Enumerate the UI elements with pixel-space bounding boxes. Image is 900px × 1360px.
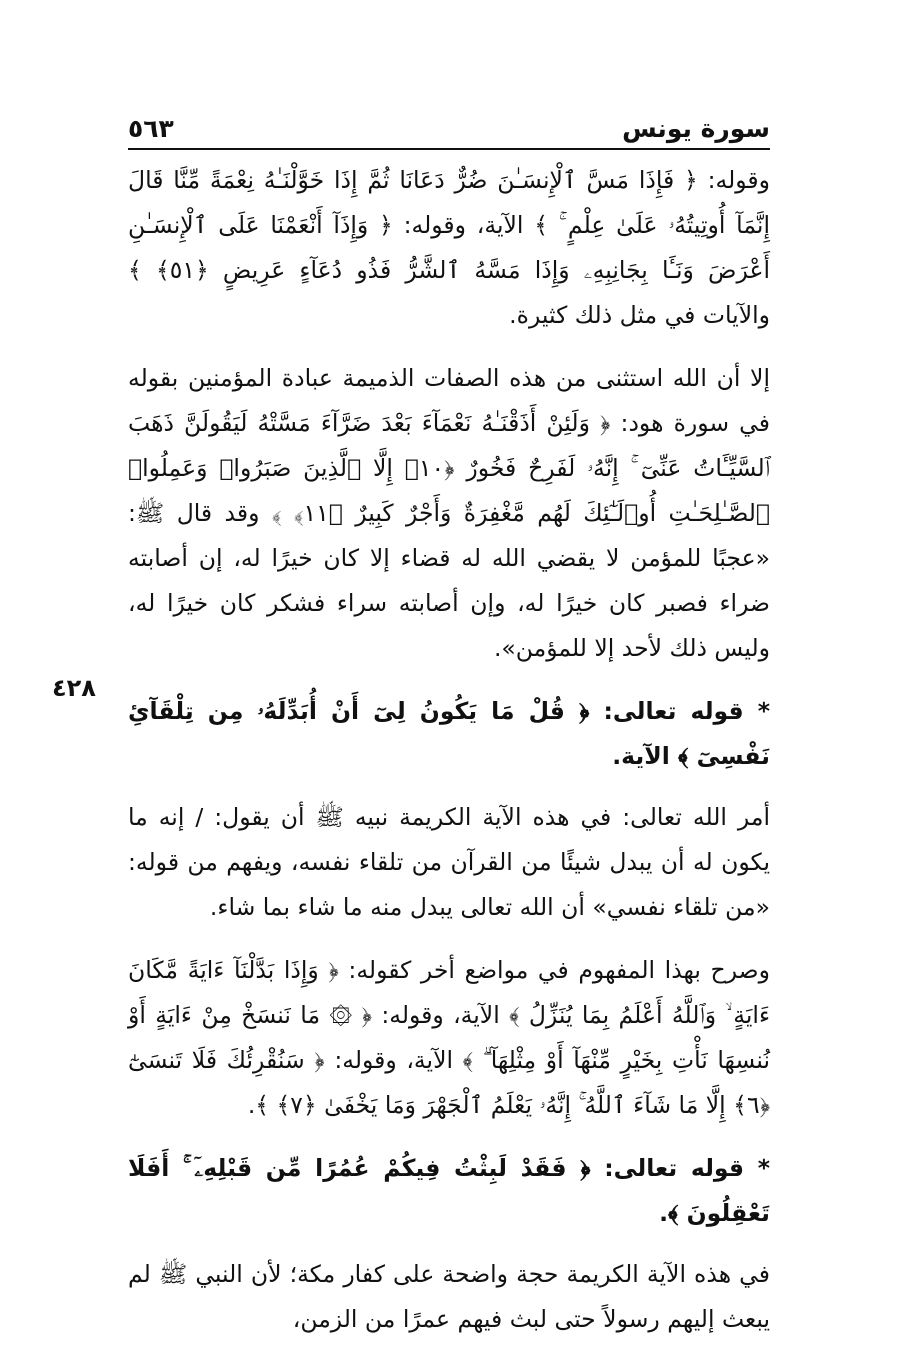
paragraph-5: في هذه الآية الكريمة حجة واضحة على كفار مكة؛ لأن النبي ﷺ لم يبعث إليهم رسولاً حتى لبث فيهم عمرًا من الزمن، [128, 1260, 770, 1333]
surah-title: سورة يونس [622, 114, 770, 143]
paragraph-4: وصرح بهذا المفهوم في مواضع أخر كقوله: ﴿ وَإِذَا بَدَّلْنَآ ءَايَةً مَّكَانَ ءَايَةٍ ۙ وَٱللَّهُ أَعْلَمُ بِمَا يُنَزِّلُ ﴾ الآية، وقوله: ﴿ ۞ مَا نَنسَخْ مِنْ ءَايَةٍ أَوْ نُنسِهَا نَأْتِ بِخَيْرٍ مِّنْهَآ أَوْ مِثْلِهَآ ۗ ﴾ الآية، وقوله: ﴿ سَنُقْرِئُكَ فَلَا تَنسَىٰٓ ﴿٦﴾ إِلَّا مَا شَآءَ ٱللَّهُ ۚ إِنَّهُۥ يَعْلَمُ ٱلْجَهْرَ وَمَا يَخْفَىٰ ﴿٧﴾ ﴾. [128, 956, 770, 1119]
paragraph-3: أمر الله تعالى: في هذه الآية الكريمة نبيه ﷺ أن يقول: / إنه ما يكون له أن يبدل شيئًا من القرآن من تلقاء نفسه، ويفهم من قوله: «من تلقاء نفسي» أن الله تعالى يبدل منه ما شاء بما شاء. [128, 803, 770, 921]
verse-heading-2: * قوله تعالى: ﴿ فَقَدْ لَبِثْتُ فِيكُمْ عُمُرًا مِّن قَبْلِهِۦٓ ۚ أَفَلَا تَعْقِلُونَ ﴾. [128, 1154, 770, 1227]
margin-page-note: ٤٢٨ [52, 674, 96, 702]
page-header [128, 112, 770, 150]
paragraph-1: وقوله: ﴿ فَإِذَا مَسَّ ٱلْإِنسَـٰنَ ضُرٌّ دَعَانَا ثُمَّ إِذَا خَوَّلْنَـٰهُ نِعْمَةً مِّنَّا قَالَ إِنَّمَآ أُوتِيتُهُۥ عَلَىٰ عِلْمٍ ۚ ﴾ الآية، وقوله: ﴿ وَإِذَآ أَنْعَمْنَا عَلَى ٱلْإِنسَـٰنِ أَعْرَضَ وَنَـَٔا بِجَانِبِهِۦ وَإِذَا مَسَّهُ ٱلشَّرُّ فَذُو دُعَآءٍ عَرِيضٍ ﴿٥١﴾ ﴾ والآيات في مثل ذلك كثيرة. [128, 166, 770, 329]
page-number: ٥٦٣ [128, 114, 174, 143]
body-text [128, 158, 770, 1360]
paragraph-2: إلا أن الله استثنى من هذه الصفات الذميمة عبادة المؤمنين بقوله في سورة هود: ﴿ وَلَئِنْ أَذَقْنَـٰهُ نَعْمَآءَ بَعْدَ ضَرَّآءَ مَسَّتْهُ لَيَقُولَنَّ ذَهَبَ ٱلسَّيِّـَٔاتُ عَنِّىٓ ۚ إِنَّهُۥ لَفَرِحٌ فَخُورٌ ﴿١٠﴾ إِلَّا ٱلَّذِينَ صَبَرُوا۟ وَعَمِلُوا۟ ٱلصَّـٰلِحَـٰتِ أُو۟لَـٰٓئِكَ لَهُم مَّغْفِرَةٌ وَأَجْرٌ كَبِيرٌ ﴿١١﴾ ﴾ وقد قال ﷺ: «عجبًا للمؤمن لا يقضي الله له قضاء إلا كان خيرًا له، إن أصابته ضراء فصبر كان خيرًا له، وإن أصابته سراء فشكر كان خيرًا له، وليس ذلك لأحد إلا للمؤمن». [128, 364, 770, 662]
verse-heading-1: * قوله تعالى: ﴿ قُلْ مَا يَكُونُ لِىٓ أَنْ أُبَدِّلَهُۥ مِن تِلْقَآئِ نَفْسِىٓ ﴾ الآية. [128, 697, 770, 770]
